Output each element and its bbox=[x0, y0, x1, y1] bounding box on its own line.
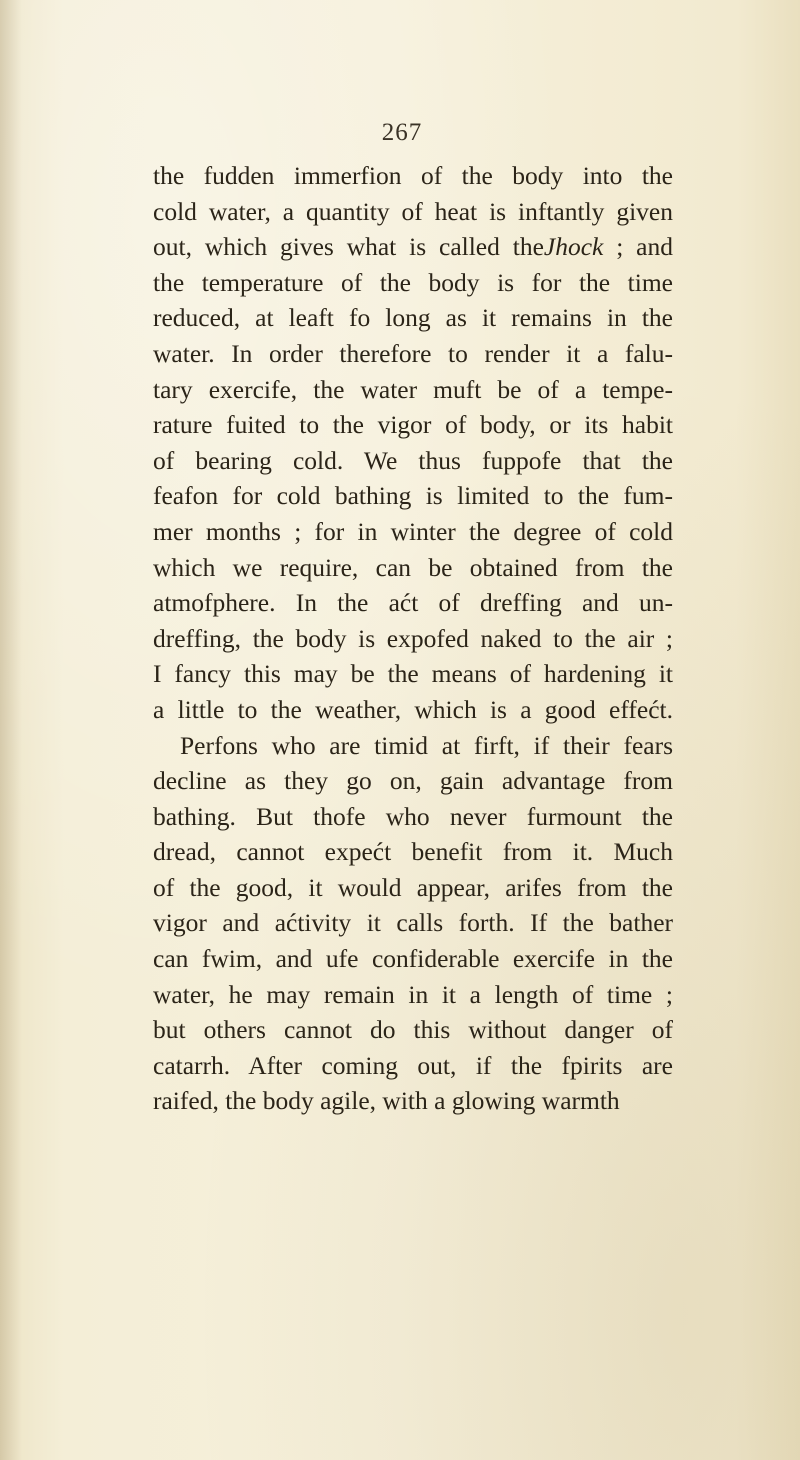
text-line-18: decline as they go on, gain advantage from bbox=[153, 766, 673, 796]
text-line-27: raifed, the body agile, with a glowing warmth bbox=[153, 1086, 620, 1116]
text-line-25: but others cannot do this without danger of bbox=[153, 1015, 673, 1045]
italic-word-shock: Jhock bbox=[543, 232, 604, 262]
text-line-22: vigor and aćtivity it calls forth. If the bather bbox=[153, 908, 673, 938]
text-line-14: dreffing, the body is expofed naked to the air ; bbox=[153, 623, 673, 653]
text-line-2: cold water, a quantity of heat is inftantly given bbox=[153, 196, 673, 226]
text-line-9: of bearing cold. We thus fuppofe that the bbox=[153, 445, 673, 475]
text-line-7: tary exercife, the water muft be of a tempe- bbox=[153, 374, 673, 404]
text-line-5: reduced, at leaft fo long as it remains in the bbox=[153, 303, 673, 333]
text-line-3-start: out, which gives what is called the bbox=[153, 232, 544, 262]
text-line-11: mer months ; for in winter the degree of cold bbox=[153, 516, 673, 546]
text-line-21: of the good, it would appear, arifes from the bbox=[153, 872, 673, 902]
text-line-4: the temperature of the body is for the time bbox=[153, 267, 673, 297]
text-line-8: rature fuited to the vigor of body, or its habit bbox=[153, 410, 673, 440]
text-line-23: can fwim, and ufe confiderable exercife in the bbox=[153, 944, 673, 974]
text-line-13: atmofphere. In the aćt of dreffing and un- bbox=[153, 588, 673, 618]
text-line-3 bbox=[153, 229, 673, 265]
text-line-15: I fancy this may be the means of hardening it bbox=[153, 659, 673, 689]
text-line-10: feafon for cold bathing is limited to the fum- bbox=[153, 481, 673, 511]
text-line-19: bathing. But thofe who never furmount the bbox=[153, 801, 673, 831]
text-line-24: water, he may remain in it a length of time ; bbox=[153, 979, 673, 1009]
text-line-12: which we require, can be obtained from the bbox=[153, 552, 673, 582]
text-line-26: catarrh. After coming out, if the fpirits are bbox=[153, 1050, 673, 1080]
text-line-1: the fudden immerfion of the body into the bbox=[153, 161, 673, 190]
page-number: 267 bbox=[381, 119, 423, 146]
text-line-20: dread, cannot expećt benefit from it. Much bbox=[153, 837, 673, 867]
text-line-6: water. In order therefore to render it a falu- bbox=[153, 338, 673, 368]
text-line-17: Perfons who are timid at firft, if their fears bbox=[180, 730, 673, 760]
text-line-3-end: ; and bbox=[603, 232, 673, 262]
text-line-16: a little to the weather, which is a good effećt. bbox=[153, 694, 673, 724]
page-gutter-shadow bbox=[0, 0, 22, 1460]
body-text bbox=[153, 158, 673, 1119]
